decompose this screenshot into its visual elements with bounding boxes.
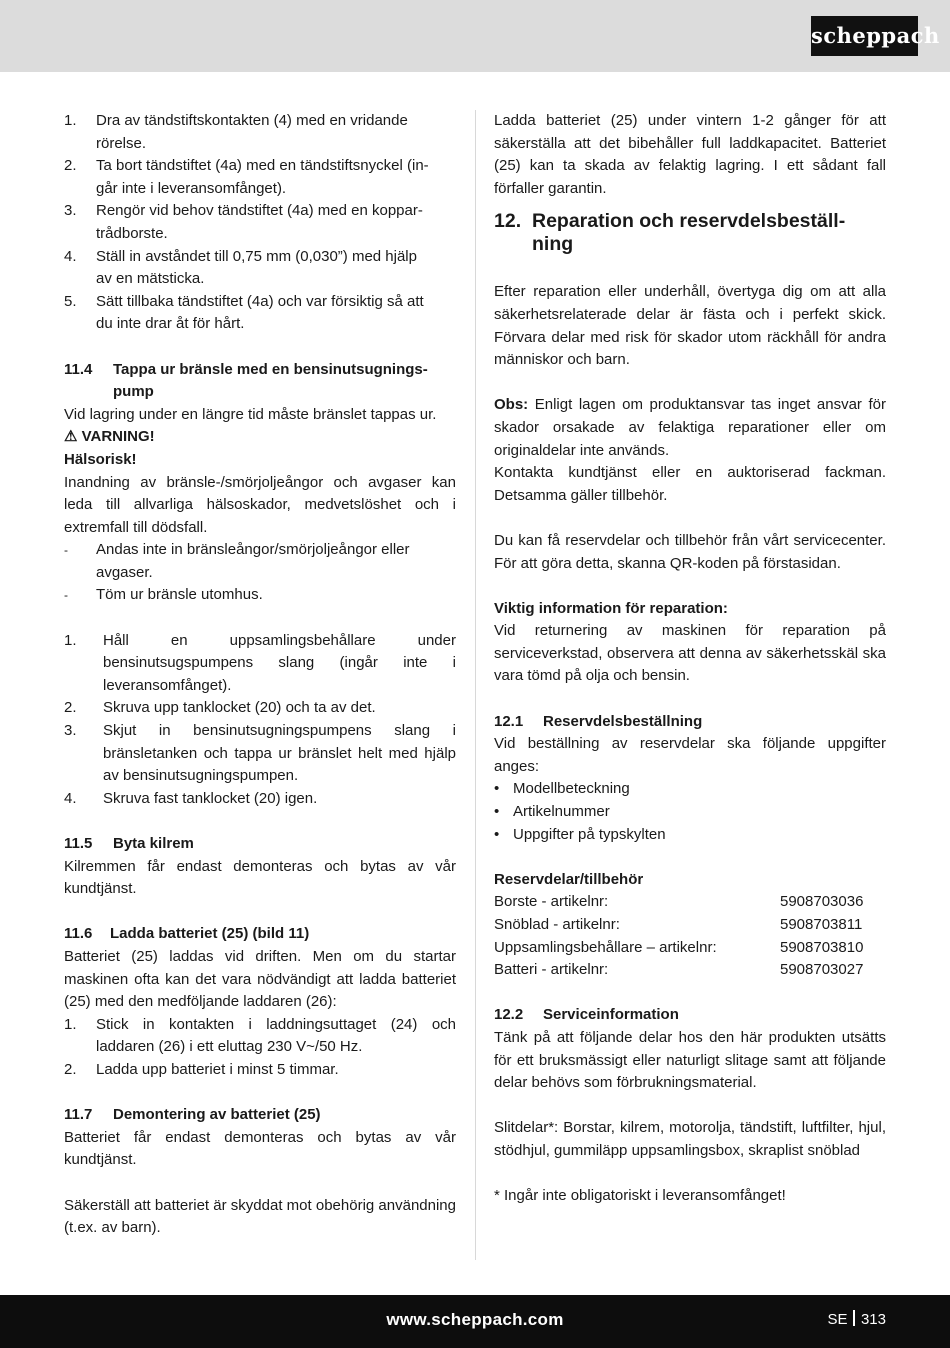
- table-row: Batteri - artikelnr: 5908703027: [494, 961, 864, 979]
- section-body: Batteriet får endast demonteras och bytas av vår kundtjänst.: [64, 1128, 456, 1169]
- section-heading-11-6: 11.6 Ladda batteriet (25) (bild 11): [64, 925, 310, 943]
- section-heading-11-4: 11.4 Tappa ur bränsle med en bensinutsugnings-: [64, 360, 428, 378]
- parts-title: Reservdelar/tillbehör: [494, 870, 644, 888]
- section-body: Tänk på att följande delar hos den här produkten utsätts för ett bruksmässigt eller naturligt slitage samt att följande delar behövs som förbrukningsmaterial.: [494, 1028, 886, 1092]
- page-indicator: [827, 1309, 886, 1331]
- list-item: 2. Ta bort tändstiftet (4a) med en tändstiftsnyckel (in- går inte i leveransomfånget).: [64, 157, 429, 197]
- fuel-steps: [64, 630, 456, 811]
- list-item: 1. Håll en uppsamlingsbehållare under bensinutsugspumpens slang (ingår inte i leveransomfånget).: [64, 631, 456, 694]
- obs-label: Obs:: [494, 396, 529, 414]
- list-item: - Töm ur bränsle utomhus.: [64, 586, 263, 604]
- section-heading-12-cont: ning: [532, 233, 574, 256]
- section-body: Efter reparation eller underhåll, övertyga dig om att alla säkerhetsrelaterade delar är fästa och i perfekt skick. Förvara delar med risk för skador utom räckhåll för andra människor och barn.: [494, 283, 886, 369]
- section-body: Vid beställning av reservdelar ska följande uppgifter anges:: [494, 735, 886, 775]
- scheppach-logo: scheppach: [811, 16, 918, 56]
- section-heading-12-2: 12.2 Serviceinformation: [494, 1006, 679, 1024]
- section-heading-11-7: 11.7 Demontering av batteriet (25): [64, 1106, 321, 1124]
- warning-label: ⚠ VARNING!: [64, 426, 456, 449]
- table-row: Borste - artikelnr: 5908703036: [494, 893, 864, 911]
- warning-triangle-icon: ⚠: [64, 428, 78, 446]
- list-item: 1. Stick in kontakten i laddningsuttaget (24) och laddaren (26) i ett eluttag 230 V~/50 Hz.: [64, 1015, 456, 1056]
- footnote: * Ingår inte obligatoriskt i leveransomfånget!: [494, 1187, 786, 1205]
- section-body: Vid returnering av maskinen för reparation på serviceverkstad, observera att denna av säkerhetsskäl ska vara tömd på olja och bensin.: [494, 622, 886, 685]
- section-body: Du kan få reservdelar och tillbehör från vårt servicecenter. För att göra detta, skanna QR-koden på förstasidan.: [494, 531, 886, 572]
- section-body: Kilremmen får endast demonteras och bytas av vår kundtjänst.: [64, 857, 456, 898]
- right-column: [494, 110, 886, 1208]
- section-body: Batteriet (25) laddas vid driften. Men om du startar maskinen ofta kan det vara nödvändigt att ladda batteriet (25) med den medföljande laddaren (26):: [64, 947, 456, 1011]
- footer-bar: [0, 1295, 950, 1348]
- table-row: Uppsamlingsbehållare – artikelnr: 5908703810: [494, 938, 864, 956]
- list-item: 1. Dra av tändstiftskontakten (4) med en vridande rörelse.: [64, 112, 408, 152]
- list-item: 5. Sätt tillbaka tändstiftet (4a) och var försiktig så att du inte drar åt för hårt.: [64, 292, 424, 333]
- website-link[interactable]: www.scheppach.com: [386, 1310, 564, 1329]
- list-item: 2. Ladda upp batteriet i minst 5 timmar.: [64, 1060, 339, 1078]
- table-row: Snöblad - artikelnr: 5908703811: [494, 916, 863, 933]
- list-item: - Andas inte in bränsleångor/smörjoljeångor eller avgaser.: [64, 541, 410, 581]
- warning-body: Inandning av bränsle-/smörjoljeångor och avgaser kan leda till allvarliga hälsoskador, medvetslöshet och i extremfall till dödsfall.: [64, 473, 456, 536]
- list-item: 4. Ställ in avståndet till 0,75 mm (0,030”) med hjälp av en mätsticka.: [64, 247, 417, 288]
- column-divider: [475, 110, 476, 1260]
- language-code: SE: [827, 1311, 848, 1328]
- list-item: 4. Skruva fast tanklocket (20) igen.: [64, 789, 318, 807]
- list-item: 2. Skruva upp tanklocket (20) och ta av det.: [64, 699, 376, 717]
- section-heading-11-5: 11.5 Byta kilrem: [64, 835, 194, 852]
- list-item: • Modellbeteckning: [494, 780, 630, 798]
- spark-plug-steps: [64, 110, 456, 336]
- warning-subtitle: Hälsorisk!: [64, 450, 137, 468]
- section-heading-12-1: 12.1 Reservdelsbeställning: [494, 712, 703, 730]
- wear-parts-text: Slitdelar*: Borstar, kilrem, motorolja, tändstift, luftfilter, hjul, stödhjul, gummiläpp uppsamlingsbox, skraplist snöblad: [494, 1119, 886, 1159]
- battery-winter-text: Ladda batteriet (25) under vintern 1-2 gånger för att säkerställa att det bibehåller full laddkapacitet. Batteriet (25) kan ta skada av felaktig lagring. I ett sådant fall förfaller garantin.: [494, 112, 886, 197]
- section-body: Vid lagring under en längre tid måste bränslet tappas ur.: [64, 405, 437, 423]
- list-item: • Uppgifter på typskylten: [494, 825, 666, 843]
- list-item: • Artikelnummer: [494, 803, 610, 821]
- left-column: [64, 110, 456, 1240]
- repair-info-title: Viktig information för reparation:: [494, 599, 728, 617]
- list-item: 3. Skjut in bensinutsugningspumpens slang i bränsletanken och tappa ur bränslet helt med hjälp av bensinutsugningspumpen.: [64, 722, 456, 785]
- page-number: 313: [860, 1311, 886, 1328]
- section-body: Säkerställ att batteriet är skyddat mot obehörig användning (t.ex. av barn).: [64, 1196, 456, 1237]
- section-heading-11-4-cont: pump: [113, 383, 154, 401]
- obs-paragraph: Obs: Enligt lagen om produktansvar tas inget ansvar för skador orsakade av felaktiga reparationer eller om originaldelar inte används.: [494, 396, 886, 459]
- section-heading-12: 12. Reparation och reservdelsbeställ-: [494, 210, 846, 233]
- parts-table: [494, 891, 886, 981]
- header-bar: [0, 0, 950, 72]
- section-body: Kontakta kundtjänst eller en auktoriserad fackman. Detsamma gäller tillbehör.: [494, 464, 886, 504]
- list-item: 3. Rengör vid behov tändstiftet (4a) med en koppar- trådborste.: [64, 202, 423, 242]
